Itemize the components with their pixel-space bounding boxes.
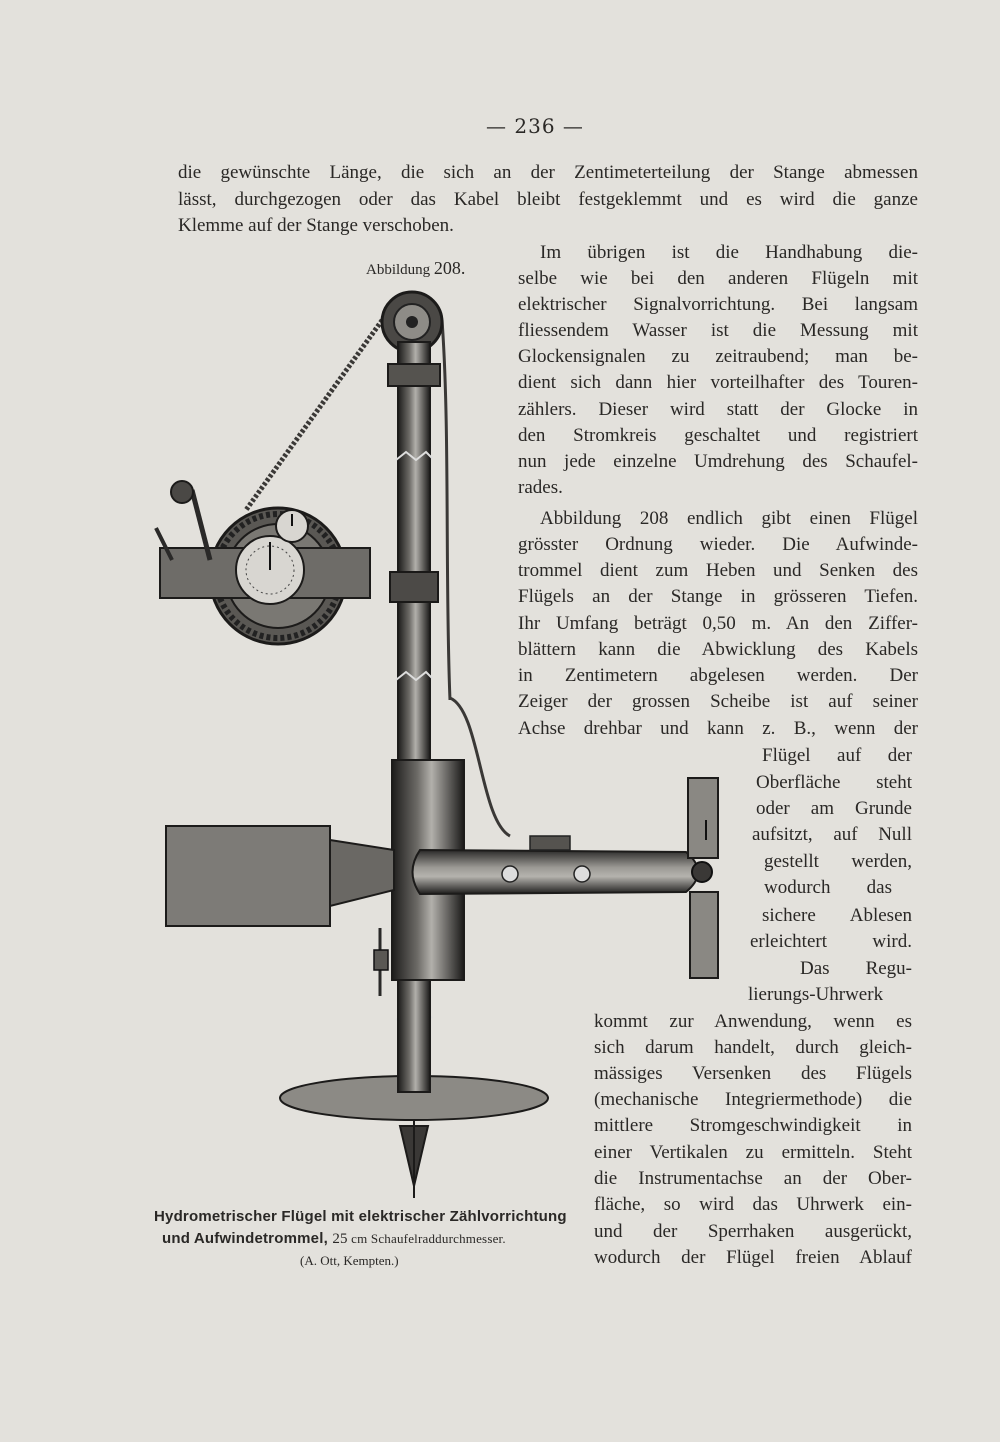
text-line: erleichtert wird. [750, 931, 912, 952]
winding-drum [160, 508, 370, 644]
figure-caption-line2 [162, 1230, 506, 1248]
text-line: wodurch der Flügel freien Ablauf [594, 1247, 912, 1268]
text-line: lierungs-Uhrwerk [748, 984, 884, 1005]
text-line: Achse drehbar und kann z. B., wenn der [518, 718, 918, 739]
text-line: selbe wie bei den anderen Flügeln mit [518, 268, 918, 289]
figure-label [366, 258, 465, 279]
text-line: kommt zur Anwendung, wenn es [594, 1011, 912, 1032]
cable-right [442, 320, 450, 700]
text-line: sich darum handelt, durch gleich- [594, 1037, 912, 1058]
cable [246, 312, 388, 510]
text-line: rades. [518, 477, 563, 498]
text-line: Klemme auf der Stange verschoben. [178, 215, 454, 236]
text-line: gestellt werden, [764, 851, 912, 872]
text-line: grösster Ordnung wieder. Die Aufwinde- [518, 534, 918, 555]
text-line: blättern kann die Abwicklung des Kabels [518, 639, 918, 660]
text-line: den Stromkreis geschaltet und registriert [518, 425, 918, 446]
text-line: dient sich dann hier vorteilhafter des Touren- [518, 372, 918, 393]
text-line: Das Regu- [800, 958, 912, 979]
text-line: die gewünschte Länge, die sich an der Zentimeterteilung der Stange abmessen [178, 162, 918, 183]
text-line: lässt, durchgezogen oder das Kabel bleibt festgeklemmt und es wird die ganze [178, 189, 918, 210]
text-line: fläche, so wird das Uhrwerk ein- [594, 1194, 912, 1215]
tail-vane [166, 826, 394, 926]
text-line: Im übrigen ist die Handhabung die- [540, 242, 918, 263]
text-line: nun jede einzelne Umdrehung des Schaufel- [518, 451, 918, 472]
pole-collar [388, 364, 440, 386]
text-line: sichere Ablesen [762, 905, 912, 926]
text-line: Oberfläche steht [756, 772, 912, 793]
text-line: (mechanische Integriermethode) die [594, 1089, 912, 1110]
text-line: fliessendem Wasser ist die Messung mit [518, 320, 918, 341]
figure-credit: (A. Ott, Kempten.) [300, 1253, 399, 1268]
current-meter-illustration [150, 280, 750, 1210]
text-line: wodurch das [764, 877, 892, 898]
text-line: und der Sperrhaken ausgerückt, [594, 1221, 912, 1242]
figure-label-prefix: Abbildung [366, 262, 431, 278]
text-line: Abbildung 208 endlich gibt einen Flügel [540, 508, 918, 529]
text-line: elektrischer Signalvorrichtung. Bei langsam [518, 294, 918, 315]
caption-text-small: cm Schaufelraddurchmesser. [347, 1231, 506, 1246]
text-line: aufsitzt, auf Null [752, 824, 912, 845]
text-line: Flügels an der Stange in grösseren Tiefen. [518, 586, 918, 607]
text-line: trommel dient zum Heben und Senken des [518, 560, 918, 581]
figure-caption: Hydrometrischer Flügel mit elektrischer Zählvorrichtung [154, 1208, 567, 1225]
figure-label-number: 208. [433, 258, 466, 278]
text-line: oder am Grunde [756, 798, 912, 819]
text-line: Zeiger der grossen Scheibe ist auf seiner [518, 691, 918, 712]
text-line: Ihr Umfang beträgt 0,50 m. An den Ziffer- [518, 613, 918, 634]
text-line: einer Vertikalen zu ermitteln. Steht [594, 1142, 912, 1163]
text-line: in Zentimetern abgelesen werden. Der [518, 665, 918, 686]
text-line: mittlere Stromgeschwindigkeit in [594, 1115, 912, 1136]
caption-text: und Aufwindetrommel, [162, 1230, 333, 1247]
text-line: mässiges Versenken des Flügels [594, 1063, 912, 1084]
page-number: — 236 — [486, 114, 584, 138]
text-line: Glockensignalen zu zeitraubend; man be- [518, 346, 918, 367]
text-line: Flügel auf der [762, 745, 912, 766]
caption-number: 25 [332, 1231, 348, 1247]
text-line: zählers. Dieser wird statt der Glocke in [518, 399, 918, 420]
text-line: die Instrumentachse an der Ober- [594, 1168, 912, 1189]
